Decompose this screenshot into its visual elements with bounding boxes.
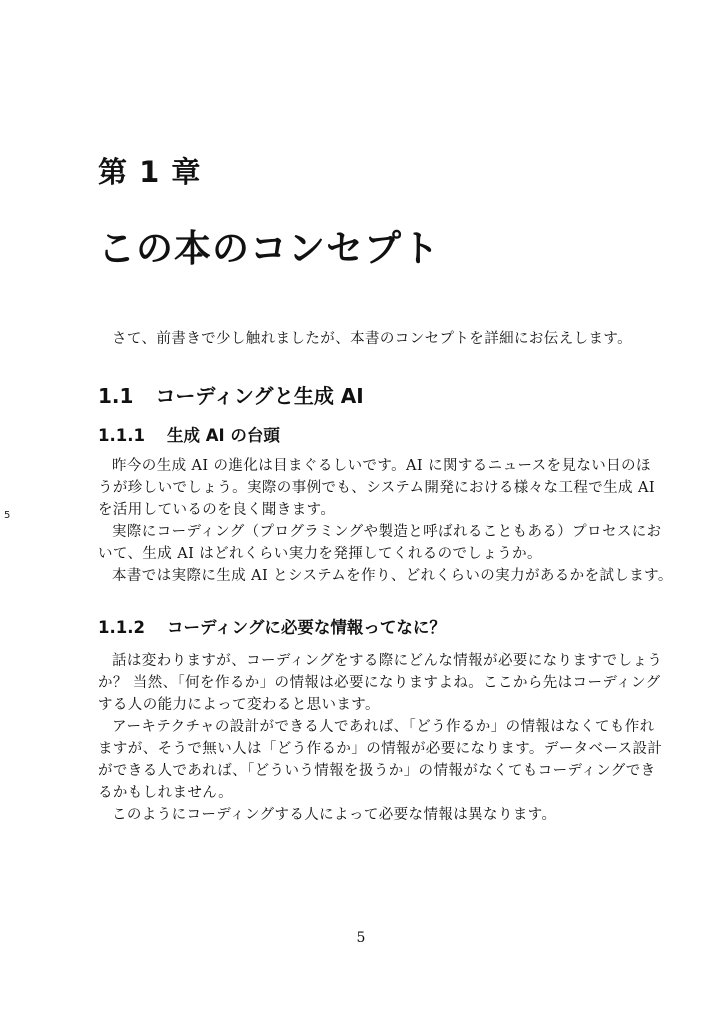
section-title: コーディングと生成 AI [155,384,364,408]
paragraph-line: 話は変わりますが、コーディングをする際にどんな情報が必要になりますでしょう [112,653,663,669]
intro-line: さて、前書きで少し触れましたが、本書のコンセプトを詳細にお伝えします。 [112,331,633,347]
paragraph-line: ますが、そうで無い人は「どう作るか」の情報が必要になります。データベース設計 [98,741,663,757]
paragraph-line: ができる人であれば、「どういう情報を扱うか」の情報がなくてもコーディングでき [98,763,656,779]
paragraph-line: るかもしれません。 [98,785,233,801]
paragraph-line: を活用しているのを良く聞きます。 [98,502,336,518]
page-number: 5 [356,930,366,946]
subsection-title: 生成 AI の台頭 [166,426,280,445]
paragraph-line: か？ 当然、「何を作るか」の情報は必要になりますよね。ここから先はコーディング [98,675,661,691]
paragraph [98,804,654,826]
paragraph-line: する人の能力によって変わると思います。 [98,697,380,713]
section-number: 1.1 [98,384,134,408]
paragraph [98,716,663,804]
paragraph-line: 本書では実際に生成 AI とシステムを作り、どれくらいの実力があるかを試します。 [112,568,673,584]
paragraph [98,455,654,521]
subsection-heading-1-1-1 [98,422,280,446]
margin-line-number: 5 [4,510,11,521]
paragraph-line: うが珍しいでしょう。実際の事例でも、システム開発における様々な工程で生成 AI [98,480,655,496]
intro-paragraph [98,328,654,350]
paragraph-line: いて、生成 AI はどれくらい実力を発揮してくれるのでしょうか。 [98,546,542,562]
paragraph-line: このようにコーディングする人によって必要な情報は異なります。 [112,807,557,823]
paragraph [98,521,662,565]
chapter-label: 第 1 章 [98,155,202,189]
paragraph-line: 実際にコーディング（プログラミングや製造と呼ばれることもある）プロセスにお [112,524,662,540]
paragraph [98,565,673,587]
paragraph [98,650,663,716]
paragraph-line: アーキテクチャの設計ができる人であれば、「どう作るか」の情報はなくても作れ [112,719,655,735]
paragraph-line: 昨今の生成 AI の進化は目まぐるしいです。AI に関するニュースを見ない日のほ [112,458,651,474]
subsection-number: 1.1.1 [98,426,145,445]
chapter-title: この本のコンセプト [98,227,440,270]
subsection-heading-1-1-2 [98,614,446,638]
section-heading-1-1 [98,380,364,409]
subsection-number: 1.1.2 [98,618,145,637]
subsection-title: コーディングに必要な情報ってなに？ [166,618,446,637]
